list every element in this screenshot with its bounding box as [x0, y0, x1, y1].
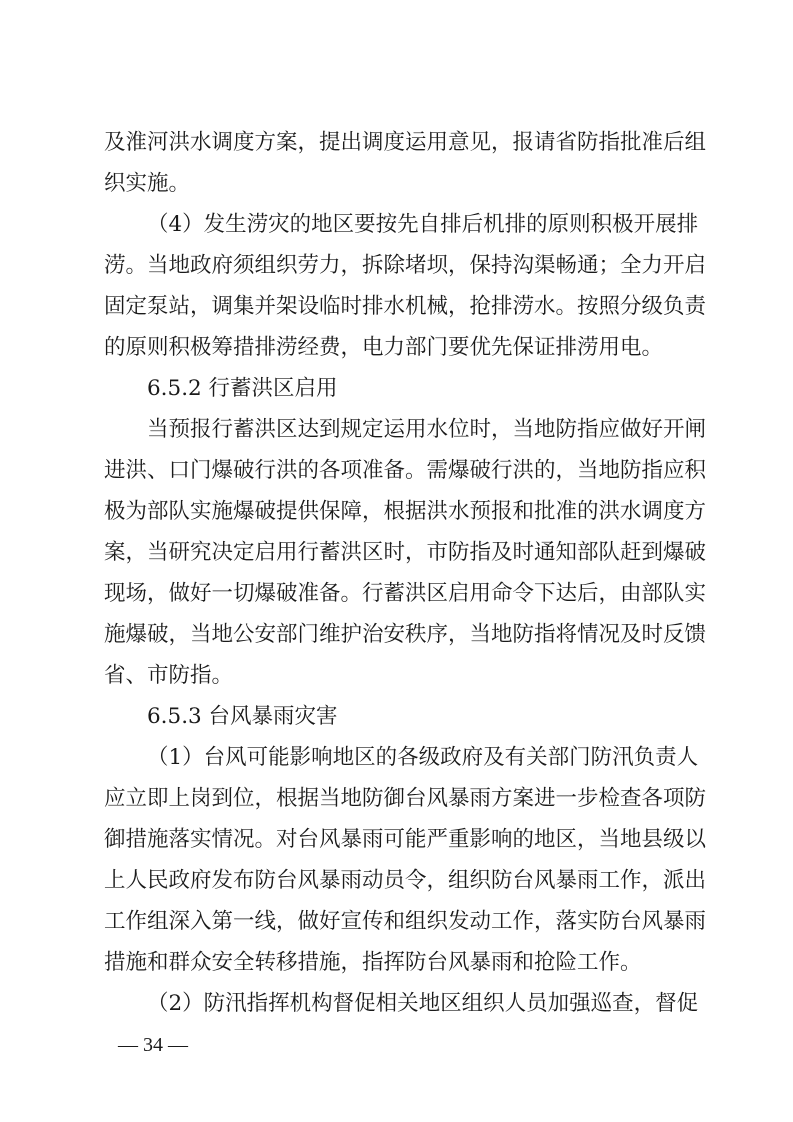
text-line: 工作组深入第一线，做好宣传和组织发动工作，落实防台风暴雨 [104, 909, 707, 934]
text-line: 固定泵站，调集并架设临时排水机械，抢排涝水。按照分级负责 [104, 294, 707, 319]
text-line: 案，当研究决定启用行蓄洪区时，市防指及时通知部队赶到爆破 [104, 540, 707, 565]
paragraph-first-line: （2）防汛指挥机构督促相关地区组织人员加强巡查，督促 [147, 991, 699, 1016]
text-line: 进洪、口门爆破行洪的各项准备。需爆破行洪的，当地防指应积 [104, 458, 707, 483]
text-line: 及淮河洪水调度方案，提出调度运用意见，报请省防指批准后组 [104, 130, 707, 155]
text-line: 极为部队实施爆破提供保障，根据洪水预报和批准的洪水调度方 [104, 499, 707, 524]
page-number: — 34 — [118, 1034, 188, 1056]
text-line: 涝。当地政府须组织劳力，拆除堵坝，保持沟渠畅通；全力开启 [104, 253, 707, 278]
text-line: 上人民政府发布防台风暴雨动员令，组织防台风暴雨工作，派出 [104, 868, 707, 893]
paragraph-first-line: （4）发生涝灾的地区要按先自排后机排的原则积极开展排 [147, 212, 699, 237]
text-line: 措施和群众安全转移措施，指挥防台风暴雨和抢险工作。 [104, 950, 642, 975]
text-line: 施爆破，当地公安部门维护治安秩序，当地防指将情况及时反馈 [104, 622, 707, 647]
section-heading: 6.5.2 行蓄洪区启用 [147, 376, 338, 401]
text-line: 省、市防指。 [104, 663, 234, 688]
text-line: 的原则积极筹措排涝经费，电力部门要优先保证排涝用电。 [104, 335, 664, 360]
paragraph-first-line: 当预报行蓄洪区达到规定运用水位时，当地防指应做好开闸 [147, 417, 707, 442]
text-line: 应立即上岗到位，根据当地防御台风暴雨方案进一步检查各项防 [104, 786, 707, 811]
text-line: 御措施落实情况。对台风暴雨可能严重影响的地区，当地县级以 [104, 827, 707, 852]
paragraph-first-line: （1）台风可能影响地区的各级政府及有关部门防汛负责人 [147, 745, 699, 770]
text-line: 现场，做好一切爆破准备。行蓄洪区启用命令下达后，由部队实 [104, 581, 707, 606]
section-heading: 6.5.3 台风暴雨灾害 [147, 704, 338, 729]
text-line: 织实施。 [104, 171, 191, 196]
